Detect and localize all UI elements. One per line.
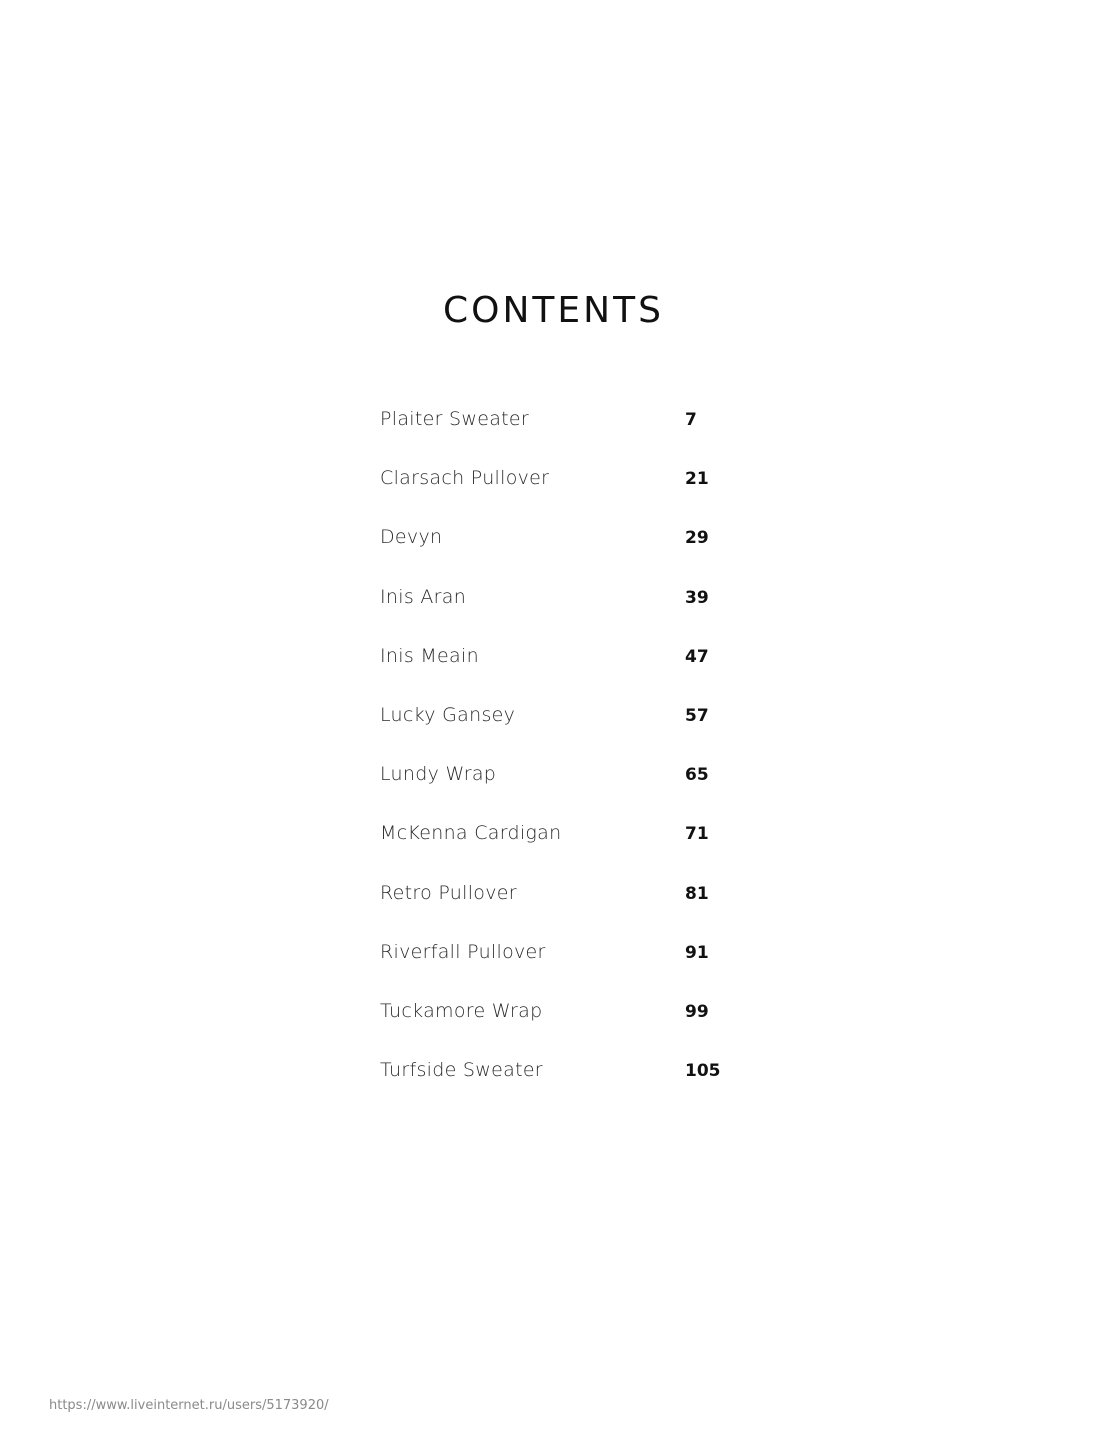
- toc-entry-title: Lucky Gansey: [380, 703, 516, 726]
- toc-entry: [380, 461, 780, 520]
- toc-entry: [380, 816, 780, 875]
- toc-entry: [380, 639, 780, 698]
- toc-entry: [380, 757, 780, 816]
- toc-entry-title: Riverfall Pullover: [380, 940, 546, 963]
- toc-entry-page: 29: [685, 528, 709, 549]
- toc-entry: [380, 935, 780, 994]
- toc-entry-title: Tuckamore Wrap: [380, 999, 543, 1022]
- toc-entry: [380, 520, 780, 579]
- toc-entry: [380, 876, 780, 935]
- toc-entry: [380, 1053, 780, 1112]
- toc-entry-title: Retro Pullover: [380, 881, 517, 904]
- page-title: CONTENTS: [443, 290, 664, 331]
- toc-entry-title: Inis Meain: [380, 644, 479, 667]
- toc-entry-page: 91: [685, 942, 709, 963]
- table-of-contents: [380, 402, 780, 1112]
- toc-entry: [380, 698, 780, 757]
- toc-entry-page: 21: [685, 469, 709, 490]
- toc-entry-title: Lundy Wrap: [380, 763, 497, 786]
- toc-entry-page: 39: [685, 587, 709, 608]
- toc-entry: [380, 580, 780, 639]
- toc-entry-page: 47: [685, 646, 709, 667]
- toc-entry-page: 7: [685, 410, 697, 430]
- toc-entry-page: 105: [685, 1061, 721, 1082]
- toc-entry-title: Clarsach Pullover: [380, 467, 550, 490]
- toc-entry: [380, 402, 780, 461]
- toc-entry-title: McKenna Cardigan: [380, 822, 562, 845]
- toc-entry-page: 81: [685, 883, 709, 904]
- toc-entry-title: Devyn: [380, 526, 443, 549]
- toc-entry-title: Turfside Sweater: [380, 1059, 543, 1082]
- toc-entry-page: 57: [685, 705, 709, 726]
- toc-entry-title: Plaiter Sweater: [380, 408, 530, 430]
- toc-entry-page: 71: [685, 824, 709, 845]
- toc-entry-page: 99: [685, 1001, 709, 1022]
- toc-entry-title: Inis Aran: [380, 585, 467, 608]
- toc-entry-page: 65: [685, 765, 709, 786]
- toc-entry: [380, 994, 780, 1053]
- watermark-url: https://www.liveinternet.ru/users/5173920/: [49, 1398, 329, 1413]
